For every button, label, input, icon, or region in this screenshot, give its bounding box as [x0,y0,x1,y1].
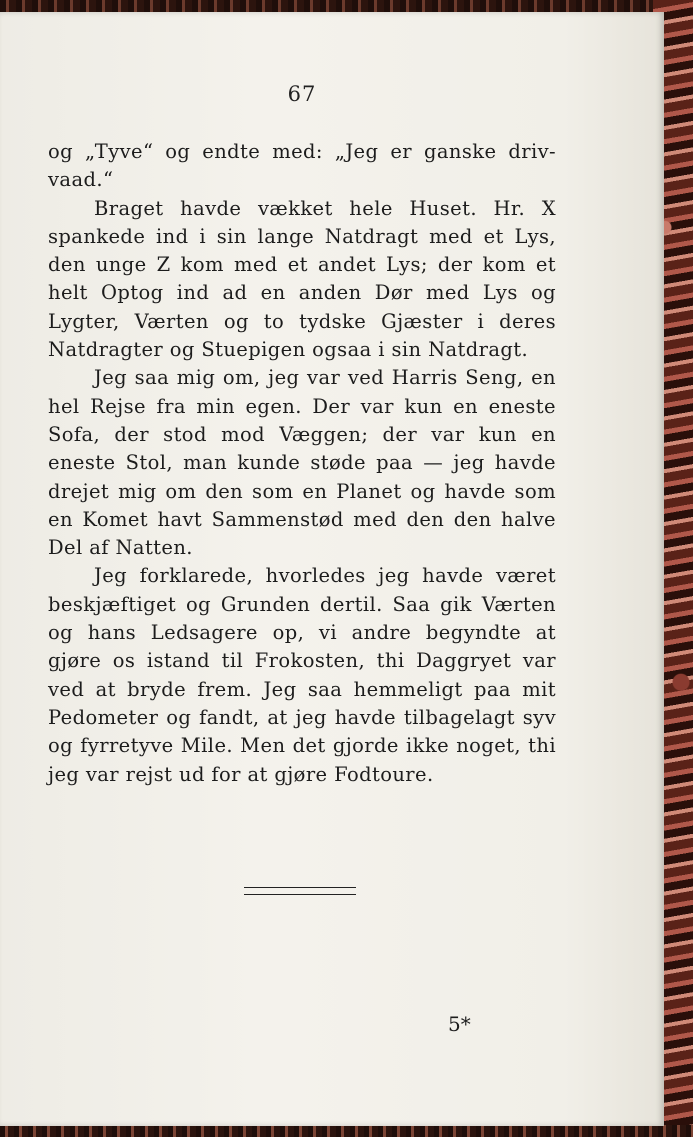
signature-mark: 5* [448,1012,471,1036]
section-end-rule [244,887,356,895]
paragraph-1: og „Tyve“ og endte med: „Jeg er ganske driv-vaad.“ [48,140,556,192]
paragraph-4: Jeg forklarede, hvorledes jeg havde været beskjæftiget og Grunden dertil. Saa gik Værten og hans Ledsagere op, vi andre begyndte at gjøre os istand til Frokosten, thi Daggryet var ved at bryde frem. Jeg saa hemmeligt paa mit Pedometer og fandt, at jeg havde tilbagelagt syv og fyrretyve Mile. Men det gjorde ikke noget, thi jeg var rejst ud for at gjøre Fodtoure. [48,564,556,786]
paragraph-3: Jeg saa mig om, jeg var ved Harris Seng, en hel Rejse fra min egen. Der var kun en eneste Sofa, der stod mod Væggen; der var kun en eneste Stol, man kunde støde paa — jeg havde drejet mig om den som en Planet og havde som en Komet havt Sammenstød med den den halve Del af Natten. [48,366,556,560]
book-bottom-edge [0,1125,693,1137]
paragraph-2: Braget havde vækket hele Huset. Hr. X spankede ind i sin lange Natdragt med et Lys, den unge Z kom med et andet Lys; der kom et helt Optog ind ad en anden Dør med Lys og Lygter, Værten og to tydske Gjæster i deres Natdragter og Stuepigen ogsaa i sin Natdragt. [48,196,556,362]
book-page [0,12,664,1126]
page-number: 67 [287,82,317,106]
page-body [48,138,556,789]
